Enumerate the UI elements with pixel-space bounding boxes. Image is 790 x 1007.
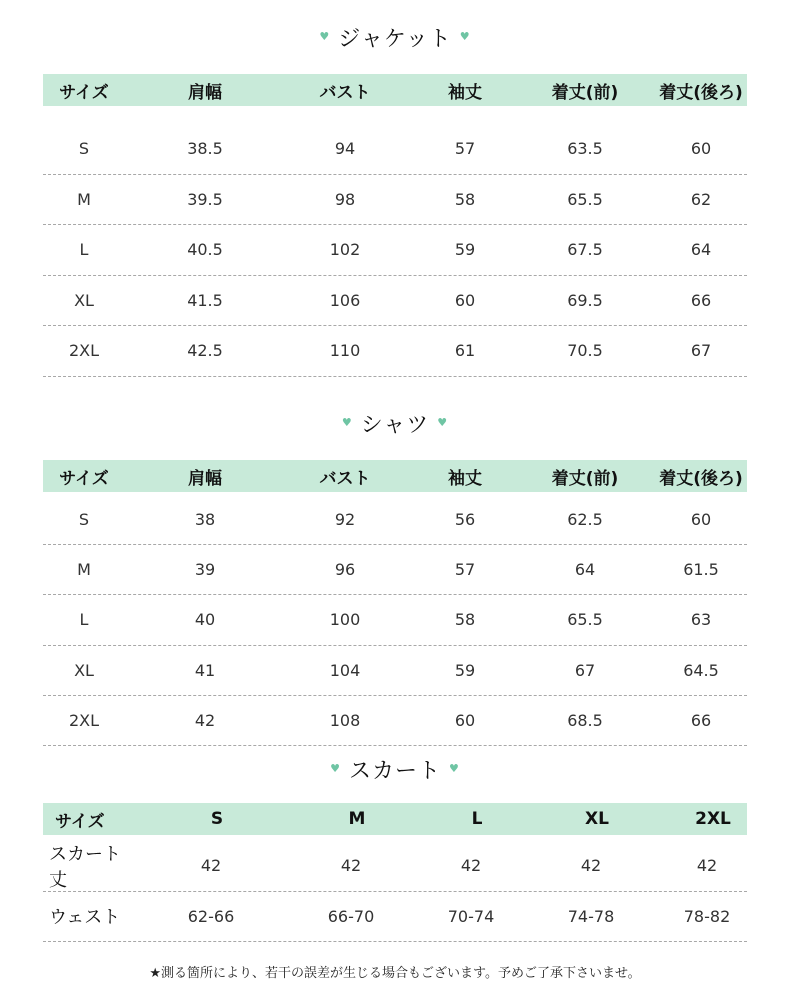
- value-cell: 110: [329, 341, 361, 361]
- heart-icon: ♥: [341, 415, 353, 429]
- heart-icon: ♥: [437, 415, 449, 429]
- value-cell: 92: [334, 510, 356, 530]
- value-cell: 57: [454, 139, 476, 159]
- row-label-cell: ウェスト: [49, 907, 121, 929]
- table-row: [43, 326, 747, 377]
- shirt-section-title: [0, 408, 790, 439]
- value-cell: 60: [690, 510, 712, 530]
- value-cell: 74-78: [567, 906, 615, 926]
- header-cell: 袖丈: [448, 468, 482, 489]
- value-cell: 42: [460, 856, 482, 876]
- table-header: [43, 460, 747, 492]
- value-cell: 67.5: [567, 240, 603, 260]
- value-cell: 41: [194, 660, 216, 680]
- header-cell: 着丈(前): [551, 82, 619, 103]
- value-cell: 42: [696, 856, 718, 876]
- header-cell: 肩幅: [188, 468, 222, 489]
- measurement-note: ★測る箇所により、若干の誤差が生じる場合もございます。予めご了承下さいませ。: [149, 966, 641, 981]
- value-cell: 104: [329, 660, 361, 680]
- table-row: [43, 276, 747, 327]
- value-cell: 42: [200, 856, 222, 876]
- value-cell: 60: [454, 710, 476, 730]
- header-cell: 着丈(後ろ): [659, 468, 743, 489]
- header-cell: バスト: [319, 468, 371, 489]
- row-label-cell: M: [77, 560, 91, 580]
- value-cell: 59: [454, 240, 476, 260]
- value-cell: 70.5: [567, 341, 603, 361]
- shirt-size-table: [43, 460, 747, 746]
- row-label-cell: XL: [74, 290, 94, 310]
- row-label-cell: M: [77, 189, 91, 209]
- row-label-cell: L: [79, 240, 89, 260]
- value-cell: 62.5: [567, 510, 603, 530]
- value-cell: 98: [334, 189, 356, 209]
- header-cell: L: [471, 809, 483, 829]
- value-cell: 67: [690, 341, 712, 361]
- value-cell: 40.5: [187, 240, 223, 260]
- header-cell: M: [348, 809, 366, 829]
- header-cell: XL: [585, 809, 609, 829]
- value-cell: 56: [454, 510, 476, 530]
- heart-icon: ♥: [330, 761, 341, 775]
- header-cell: サイズ: [59, 82, 109, 103]
- value-cell: 41.5: [187, 290, 223, 310]
- table-row: [43, 892, 747, 943]
- header-cell: サイズ: [55, 811, 105, 832]
- table-row: [43, 495, 747, 545]
- value-cell: 61: [454, 341, 476, 361]
- heart-icon: ♥: [319, 29, 331, 43]
- table-row: [43, 646, 747, 696]
- value-cell: 59: [454, 660, 476, 680]
- value-cell: 58: [454, 610, 476, 630]
- value-cell: 94: [334, 139, 356, 159]
- row-label-cell: 2XL: [68, 341, 100, 361]
- value-cell: 60: [454, 290, 476, 310]
- value-cell: 57: [454, 560, 476, 580]
- value-cell: 100: [329, 610, 361, 630]
- value-cell: 106: [329, 290, 361, 310]
- value-cell: 63.5: [567, 139, 603, 159]
- header-cell: 着丈(後ろ): [659, 82, 743, 103]
- value-cell: 78-82: [683, 906, 731, 926]
- header-cell: サイズ: [59, 468, 109, 489]
- value-cell: 62: [690, 189, 712, 209]
- header-cell: 袖丈: [448, 82, 482, 103]
- table-row: [43, 696, 747, 746]
- value-cell: 66: [690, 290, 712, 310]
- value-cell: 38: [194, 510, 216, 530]
- value-cell: 42: [194, 710, 216, 730]
- value-cell: 64: [574, 560, 596, 580]
- value-cell: 66-70: [327, 906, 375, 926]
- value-cell: 64.5: [683, 660, 719, 680]
- header-cell: S: [210, 809, 224, 829]
- table-row: [43, 595, 747, 645]
- header-cell: 肩幅: [188, 82, 222, 103]
- heart-icon: ♥: [449, 761, 460, 775]
- table-header: [43, 803, 747, 835]
- jacket-title-text: ジャケット: [338, 27, 452, 52]
- value-cell: 65.5: [567, 610, 603, 630]
- jacket-section-title: [0, 22, 790, 53]
- value-cell: 42.5: [187, 341, 223, 361]
- row-label-cell: S: [78, 510, 90, 530]
- value-cell: 96: [334, 560, 356, 580]
- value-cell: 102: [329, 240, 361, 260]
- value-cell: 108: [329, 710, 361, 730]
- value-cell: 42: [340, 856, 362, 876]
- value-cell: 69.5: [567, 290, 603, 310]
- header-cell: 着丈(前): [551, 468, 619, 489]
- skirt-size-table: [43, 803, 747, 942]
- value-cell: 58: [454, 189, 476, 209]
- value-cell: 63: [690, 610, 712, 630]
- value-cell: 40: [194, 610, 216, 630]
- value-cell: 39.5: [187, 189, 223, 209]
- row-label-cell: XL: [74, 660, 94, 680]
- value-cell: 60: [690, 139, 712, 159]
- heart-icon: ♥: [459, 29, 471, 43]
- row-label-cell: S: [78, 139, 90, 159]
- value-cell: 65.5: [567, 189, 603, 209]
- value-cell: 70-74: [447, 906, 495, 926]
- value-cell: 62-66: [187, 906, 235, 926]
- table-row: [43, 124, 747, 175]
- value-cell: 67: [574, 660, 596, 680]
- value-cell: 66: [690, 710, 712, 730]
- table-row: [43, 175, 747, 226]
- row-label-cell: スカート丈: [49, 843, 121, 891]
- jacket-size-table: [43, 74, 747, 377]
- table-row: [43, 841, 747, 892]
- value-cell: 68.5: [567, 710, 603, 730]
- value-cell: 39: [194, 560, 216, 580]
- row-label-cell: 2XL: [68, 710, 100, 730]
- header-cell: 2XL: [695, 809, 731, 829]
- header-cell: バスト: [319, 82, 371, 103]
- value-cell: 38.5: [187, 139, 223, 159]
- table-row: [43, 225, 747, 276]
- value-cell: 42: [580, 856, 602, 876]
- table-row: [43, 545, 747, 595]
- table-header: [43, 74, 747, 106]
- row-label-cell: L: [79, 610, 89, 630]
- skirt-title-text: スカート: [348, 759, 441, 784]
- skirt-section-title: [0, 754, 790, 785]
- value-cell: 61.5: [683, 560, 719, 580]
- value-cell: 64: [690, 240, 712, 260]
- shirt-title-text: シャツ: [360, 413, 430, 438]
